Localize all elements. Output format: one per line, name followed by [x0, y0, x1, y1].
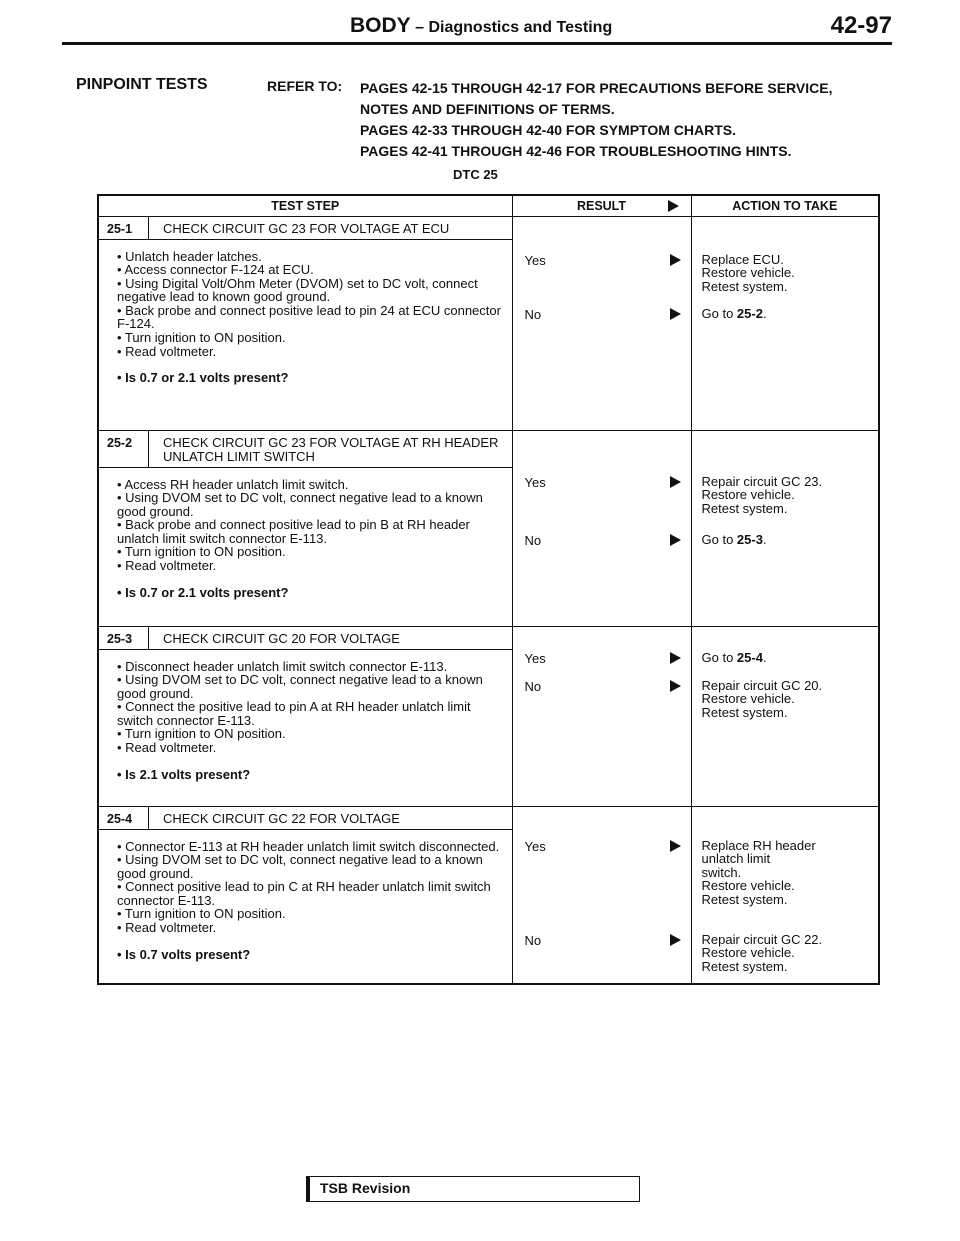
- action-text: Go to 25-2.: [701, 305, 767, 321]
- procedure-step: • Back probe and connect positive lead to pin B at RH header unlatch limit switch connector E-113.: [117, 517, 470, 546]
- step-header: [99, 627, 513, 650]
- refer-line: PAGES 42-15 THROUGH 42-17 FOR PRECAUTIONS BEFORE SERVICE,: [360, 80, 833, 96]
- arrow-right-icon: [670, 680, 681, 692]
- goto-step: 25-3: [736, 531, 763, 547]
- result-no: [525, 307, 681, 321]
- table-row: [98, 806, 879, 984]
- result-label: Yes: [524, 838, 546, 854]
- arrow-right-icon: [670, 308, 681, 320]
- step-body: [99, 830, 512, 970]
- procedure-step: • Turn ignition to ON position.: [117, 906, 286, 922]
- arrow-right-icon: [670, 934, 681, 946]
- action-label: Go to: [701, 305, 737, 321]
- procedure-step: • Using DVOM set to DC volt, connect negative lead to a known good ground.: [117, 490, 483, 519]
- refer-line: NOTES AND DEFINITIONS OF TERMS.: [360, 101, 615, 117]
- test-step-cell: [98, 806, 512, 984]
- pinpoint-test-table: [97, 194, 880, 985]
- result-no: [525, 933, 681, 947]
- procedure-step: • Read voltmeter.: [117, 740, 217, 756]
- header-section: BODY: [350, 14, 411, 37]
- test-step-cell: [98, 430, 512, 626]
- header-rule: [62, 42, 892, 45]
- step-header: [99, 217, 513, 240]
- result-label: No: [524, 678, 542, 694]
- test-step-cell: [98, 216, 512, 430]
- step-question: • Is 0.7 volts present?: [117, 946, 251, 962]
- procedure-step: • Access connector F-124 at ECU.: [117, 262, 314, 278]
- action-label: Repair circuit GC 22. Restore vehicle. Retest system.: [701, 931, 823, 974]
- pinpoint-tests-heading: PINPOINT TESTS: [76, 76, 208, 93]
- procedure-step: • Unlatch header latches.: [117, 248, 262, 264]
- action-cell: [691, 430, 879, 626]
- procedure-step: • Read voltmeter.: [117, 920, 217, 936]
- result-label: No: [524, 932, 542, 948]
- step-title: CHECK CIRCUIT GC 23 FOR VOLTAGE AT ECU: [163, 220, 450, 236]
- result-cell: [512, 216, 691, 430]
- result-cell: [512, 430, 691, 626]
- page-number: 42-97: [830, 12, 892, 39]
- action-text: [702, 933, 873, 974]
- header-action: ACTION TO TAKE: [691, 195, 879, 216]
- procedure-step: • Using DVOM set to DC volt, connect negative lead to a known good ground.: [117, 672, 483, 701]
- result-label: Yes: [524, 650, 546, 666]
- procedure-step: • Back probe and connect positive lead to pin 24 at ECU connector F-124.: [117, 302, 501, 332]
- action-text: Go to 25-4.: [701, 649, 767, 665]
- arrow-right-icon: [668, 200, 679, 212]
- step-header: [99, 807, 513, 830]
- procedure-step: • Access RH header unlatch limit switch.: [117, 476, 349, 492]
- step-title: CHECK CIRCUIT GC 20 FOR VOLTAGE: [163, 630, 400, 646]
- procedure-step: • Using DVOM set to DC volt, connect negative lead to a known good ground.: [117, 852, 483, 881]
- step-body: [99, 240, 512, 393]
- header-subtitle: Diagnostics and Testing: [428, 19, 613, 36]
- result-cell: [512, 806, 691, 984]
- action-label: Repair circuit GC 23. Restore vehicle. Retest system.: [701, 473, 823, 516]
- result-yes: [525, 651, 681, 665]
- step-body: [99, 650, 512, 790]
- step-title: CHECK CIRCUIT GC 23 FOR VOLTAGE AT RH HEADER UNLATCH LIMIT SWITCH: [163, 434, 499, 464]
- dtc-title: DTC 25: [453, 167, 498, 182]
- tsb-revision-label: TSB Revision: [320, 1180, 411, 1196]
- action-text: [702, 475, 873, 516]
- step-header: [99, 431, 513, 468]
- procedure-step: • Connector E-113 at RH header unlatch limit switch disconnected.: [117, 838, 500, 854]
- procedure-step: • Read voltmeter.: [117, 558, 217, 574]
- step-id: 25-1: [99, 217, 149, 239]
- result-no: [525, 533, 681, 547]
- action-text: Go to 25-3.: [701, 531, 767, 547]
- table-row: [98, 430, 879, 626]
- result-label: Yes: [524, 252, 546, 268]
- action-cell: [691, 626, 879, 806]
- procedure-step: • Read voltmeter.: [117, 343, 217, 359]
- test-step-cell: [98, 626, 512, 806]
- refer-to-lines: [360, 78, 832, 162]
- arrow-right-icon: [670, 840, 681, 852]
- procedure-step: • Turn ignition to ON position.: [117, 330, 286, 346]
- refer-line: PAGES 42-33 THROUGH 42-40 FOR SYMPTOM CHARTS.: [360, 122, 736, 138]
- table-row: [98, 216, 879, 430]
- action-cell: [691, 216, 879, 430]
- action-label: Go to: [701, 531, 737, 547]
- procedure-step: • Turn ignition to ON position.: [117, 544, 286, 560]
- tsb-revision-box: [306, 1176, 640, 1202]
- procedure-step: • Turn ignition to ON position.: [117, 726, 286, 742]
- procedure-step: • Disconnect header unlatch limit switch connector E-113.: [117, 658, 448, 674]
- step-body: [99, 468, 512, 608]
- step-id: 25-3: [99, 627, 149, 649]
- action-text: [702, 679, 873, 720]
- arrow-right-icon: [670, 652, 681, 664]
- result-label: Yes: [524, 474, 546, 490]
- step-question: • Is 0.7 or 2.1 volts present?: [117, 584, 289, 600]
- step-title: CHECK CIRCUIT GC 22 FOR VOLTAGE: [163, 810, 400, 826]
- action-label: Repair circuit GC 20. Restore vehicle. Retest system.: [701, 677, 823, 720]
- header-result: [512, 195, 691, 216]
- table-row: [98, 626, 879, 806]
- goto-step: 25-4: [736, 649, 763, 665]
- goto-step: 25-2: [736, 305, 763, 321]
- action-label: Go to: [701, 649, 737, 665]
- procedure-step: • Connect positive lead to pin C at RH header unlatch limit switch connector E-113.: [117, 879, 491, 908]
- action-label: Replace RH header unlatch limit switch. Restore vehicle. Retest system.: [701, 837, 816, 907]
- result-yes: [525, 253, 681, 267]
- action-label: Replace ECU. Restore vehicle. Retest system.: [701, 251, 795, 294]
- result-no: [525, 679, 681, 693]
- header-title: [350, 14, 612, 38]
- procedure-step: • Connect the positive lead to pin A at RH header unlatch limit switch connector E-113.: [117, 699, 471, 728]
- header-test-step: TEST STEP: [98, 195, 512, 216]
- arrow-right-icon: [670, 476, 681, 488]
- action-text: [702, 253, 873, 294]
- arrow-right-icon: [670, 254, 681, 266]
- procedure-step: • Using Digital Volt/Ohm Meter (DVOM) set to DC volt, connect negative lead to known good ground.: [117, 275, 478, 305]
- arrow-right-icon: [670, 534, 681, 546]
- page-header: [62, 8, 892, 44]
- action-cell: [691, 806, 879, 984]
- step-id: 25-2: [99, 431, 149, 467]
- refer-to-label: REFER TO:: [267, 78, 343, 94]
- step-question: • Is 2.1 volts present?: [117, 766, 251, 782]
- action-text: [702, 839, 873, 907]
- result-yes: [525, 839, 681, 853]
- result-label: No: [524, 306, 542, 322]
- refer-line: PAGES 42-41 THROUGH 42-46 FOR TROUBLESHOOTING HINTS.: [360, 143, 792, 159]
- result-cell: [512, 626, 691, 806]
- step-question: • Is 0.7 or 2.1 volts present?: [117, 370, 289, 386]
- header-dash: –: [410, 19, 429, 36]
- result-yes: [525, 475, 681, 489]
- header-result-label: RESULT: [576, 198, 627, 213]
- result-label: No: [524, 532, 542, 548]
- step-id: 25-4: [99, 807, 149, 829]
